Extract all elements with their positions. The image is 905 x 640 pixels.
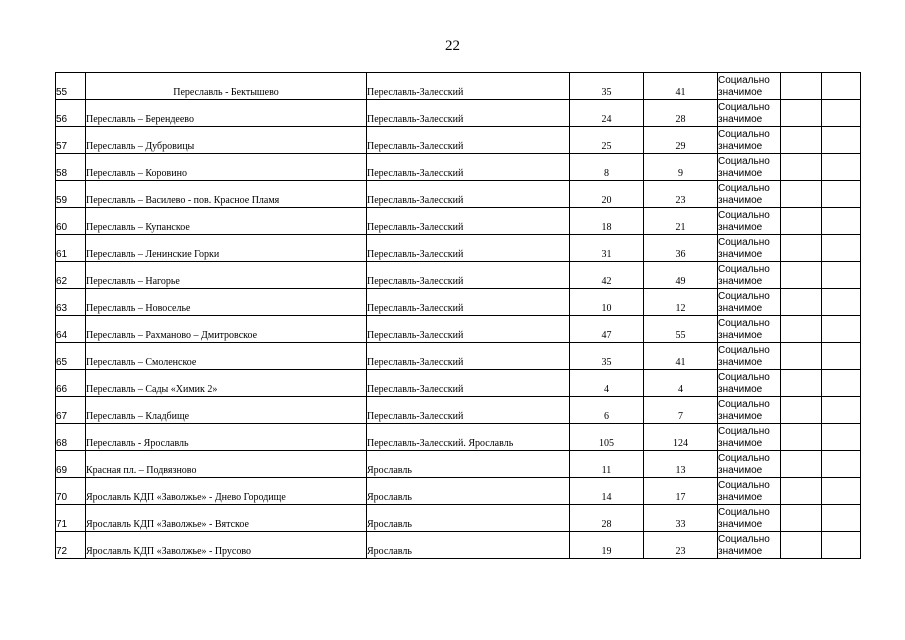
empty-cell <box>822 154 861 181</box>
route-type-line1: Социально <box>718 210 770 221</box>
route-name-cell: Ярославль КДП «Заволжье» - Прусово <box>86 532 367 559</box>
route-type-cell <box>718 532 781 559</box>
row-number-cell: 71 <box>56 505 86 532</box>
row-number-cell: 65 <box>56 343 86 370</box>
table-row <box>56 73 861 100</box>
table-row <box>56 505 861 532</box>
empty-cell <box>781 235 822 262</box>
row-number-cell: 62 <box>56 262 86 289</box>
route-type-line1: Социально <box>718 453 770 464</box>
route-name-cell: Красная пл. – Подвязново <box>86 451 367 478</box>
route-type-line1: Социально <box>718 345 770 356</box>
empty-cell <box>822 127 861 154</box>
row-number-cell: 68 <box>56 424 86 451</box>
municipality-cell: Ярославль <box>367 532 570 559</box>
route-type-line2: значимое <box>718 276 763 287</box>
distance-cell: 14 <box>570 478 644 505</box>
time-cell: 41 <box>644 343 718 370</box>
route-type-line2: значимое <box>718 330 763 341</box>
route-name-cell: Переславль – Сады «Химик 2» <box>86 370 367 397</box>
empty-cell <box>781 532 822 559</box>
time-cell: 124 <box>644 424 718 451</box>
table-row <box>56 154 861 181</box>
time-cell: 17 <box>644 478 718 505</box>
route-name-cell: Переславль - Бектышево <box>86 73 367 100</box>
municipality-cell: Переславль-Залесский <box>367 208 570 235</box>
municipality-cell: Переславль-Залесский <box>367 289 570 316</box>
route-name-cell: Переславль – Купанское <box>86 208 367 235</box>
route-type-line2: значимое <box>718 114 763 125</box>
route-type-line2: значимое <box>718 303 763 314</box>
empty-cell <box>781 370 822 397</box>
table-row <box>56 478 861 505</box>
table-row <box>56 397 861 424</box>
distance-cell: 47 <box>570 316 644 343</box>
row-number-cell: 55 <box>56 73 86 100</box>
route-name-cell: Переславль - Ярославль <box>86 424 367 451</box>
route-type-line2: значимое <box>718 546 763 557</box>
route-type-cell <box>718 505 781 532</box>
distance-cell: 8 <box>570 154 644 181</box>
time-cell: 9 <box>644 154 718 181</box>
route-type-line1: Социально <box>718 75 770 86</box>
route-type-cell <box>718 154 781 181</box>
time-cell: 28 <box>644 100 718 127</box>
distance-cell: 4 <box>570 370 644 397</box>
municipality-cell: Переславль-Залесский <box>367 154 570 181</box>
municipality-cell: Переславль-Залесский <box>367 127 570 154</box>
route-type-line2: значимое <box>718 357 763 368</box>
route-type-cell <box>718 127 781 154</box>
route-type-cell <box>718 343 781 370</box>
table-row <box>56 181 861 208</box>
route-name-cell: Переславль – Дубровицы <box>86 127 367 154</box>
distance-cell: 35 <box>570 73 644 100</box>
distance-cell: 6 <box>570 397 644 424</box>
route-type-cell <box>718 424 781 451</box>
route-type-line2: значимое <box>718 195 763 206</box>
route-name-cell: Переславль – Ленинские Горки <box>86 235 367 262</box>
row-number-cell: 70 <box>56 478 86 505</box>
route-type-cell <box>718 289 781 316</box>
distance-cell: 18 <box>570 208 644 235</box>
municipality-cell: Переславль-Залесский <box>367 100 570 127</box>
table-row <box>56 208 861 235</box>
row-number-cell: 57 <box>56 127 86 154</box>
route-type-line1: Социально <box>718 102 770 113</box>
empty-cell <box>822 505 861 532</box>
route-type-cell <box>718 73 781 100</box>
route-type-line1: Социально <box>718 264 770 275</box>
route-type-line2: значимое <box>718 438 763 449</box>
route-type-line2: значимое <box>718 465 763 476</box>
row-number-cell: 60 <box>56 208 86 235</box>
table-row <box>56 262 861 289</box>
row-number-cell: 56 <box>56 100 86 127</box>
time-cell: 13 <box>644 451 718 478</box>
time-cell: 12 <box>644 289 718 316</box>
route-type-line1: Социально <box>718 291 770 302</box>
municipality-cell: Переславль-Залесский <box>367 370 570 397</box>
empty-cell <box>822 343 861 370</box>
table-row <box>56 343 861 370</box>
distance-cell: 11 <box>570 451 644 478</box>
municipality-cell: Переславль-Залесский <box>367 73 570 100</box>
table-row <box>56 316 861 343</box>
municipality-cell: Ярославль <box>367 505 570 532</box>
time-cell: 29 <box>644 127 718 154</box>
table-row <box>56 235 861 262</box>
route-type-line1: Социально <box>718 372 770 383</box>
row-number-cell: 61 <box>56 235 86 262</box>
time-cell: 41 <box>644 73 718 100</box>
municipality-cell: Переславль-Залесский <box>367 397 570 424</box>
empty-cell <box>822 289 861 316</box>
route-type-cell <box>718 478 781 505</box>
time-cell: 4 <box>644 370 718 397</box>
distance-cell: 25 <box>570 127 644 154</box>
row-number-cell: 72 <box>56 532 86 559</box>
empty-cell <box>822 451 861 478</box>
distance-cell: 10 <box>570 289 644 316</box>
empty-cell <box>781 397 822 424</box>
municipality-cell: Переславль-Залесский <box>367 316 570 343</box>
empty-cell <box>822 397 861 424</box>
route-type-line1: Социально <box>718 480 770 491</box>
empty-cell <box>781 154 822 181</box>
route-type-line1: Социально <box>718 318 770 329</box>
municipality-cell: Переславль-Залесский <box>367 235 570 262</box>
route-type-cell <box>718 100 781 127</box>
empty-cell <box>781 478 822 505</box>
time-cell: 23 <box>644 532 718 559</box>
table-row <box>56 370 861 397</box>
route-name-cell: Переславль – Нагорье <box>86 262 367 289</box>
empty-cell <box>781 289 822 316</box>
route-name-cell: Переславль – Рахманово – Дмитровское <box>86 316 367 343</box>
route-name-cell: Переславль – Коровино <box>86 154 367 181</box>
table-row <box>56 289 861 316</box>
municipality-cell: Переславль-Залесский <box>367 262 570 289</box>
time-cell: 49 <box>644 262 718 289</box>
time-cell: 36 <box>644 235 718 262</box>
route-type-line1: Социально <box>718 507 770 518</box>
row-number-cell: 58 <box>56 154 86 181</box>
municipality-cell: Переславль-Залесский. Ярославль <box>367 424 570 451</box>
table-row <box>56 127 861 154</box>
route-type-line2: значимое <box>718 249 763 260</box>
route-type-line2: значимое <box>718 222 763 233</box>
distance-cell: 20 <box>570 181 644 208</box>
empty-cell <box>822 370 861 397</box>
empty-cell <box>822 262 861 289</box>
distance-cell: 35 <box>570 343 644 370</box>
route-name-cell: Ярославль КДП «Заволжье» - Вятское <box>86 505 367 532</box>
time-cell: 7 <box>644 397 718 424</box>
route-name-cell: Переславль – Берендеево <box>86 100 367 127</box>
route-type-line2: значимое <box>718 168 763 179</box>
empty-cell <box>781 100 822 127</box>
route-type-cell <box>718 397 781 424</box>
route-name-cell: Переславль – Новоселье <box>86 289 367 316</box>
empty-cell <box>781 343 822 370</box>
table-row <box>56 532 861 559</box>
empty-cell <box>781 127 822 154</box>
route-type-cell <box>718 316 781 343</box>
empty-cell <box>781 451 822 478</box>
route-type-line2: значимое <box>718 411 763 422</box>
route-type-line2: значимое <box>718 492 763 503</box>
route-type-cell <box>718 451 781 478</box>
page-number: 22 <box>445 38 460 54</box>
route-type-cell <box>718 208 781 235</box>
time-cell: 33 <box>644 505 718 532</box>
empty-cell <box>822 478 861 505</box>
time-cell: 23 <box>644 181 718 208</box>
municipality-cell: Переславль-Залесский <box>367 343 570 370</box>
route-type-line1: Социально <box>718 426 770 437</box>
row-number-cell: 67 <box>56 397 86 424</box>
route-type-line2: значимое <box>718 519 763 530</box>
row-number-cell: 59 <box>56 181 86 208</box>
municipality-cell: Ярославль <box>367 451 570 478</box>
routes-table <box>55 72 861 559</box>
distance-cell: 24 <box>570 100 644 127</box>
empty-cell <box>781 181 822 208</box>
route-type-cell <box>718 235 781 262</box>
route-type-line1: Социально <box>718 237 770 248</box>
row-number-cell: 64 <box>56 316 86 343</box>
route-type-line2: значимое <box>718 87 763 98</box>
time-cell: 21 <box>644 208 718 235</box>
route-name-cell: Переславль – Кладбище <box>86 397 367 424</box>
empty-cell <box>822 208 861 235</box>
row-number-cell: 66 <box>56 370 86 397</box>
empty-cell <box>781 73 822 100</box>
empty-cell <box>781 316 822 343</box>
route-type-cell <box>718 370 781 397</box>
distance-cell: 31 <box>570 235 644 262</box>
empty-cell <box>822 100 861 127</box>
municipality-cell: Ярославль <box>367 478 570 505</box>
empty-cell <box>822 316 861 343</box>
empty-cell <box>822 73 861 100</box>
empty-cell <box>781 505 822 532</box>
route-type-line2: значимое <box>718 141 763 152</box>
route-type-line1: Социально <box>718 534 770 545</box>
empty-cell <box>781 262 822 289</box>
municipality-cell: Переславль-Залесский <box>367 181 570 208</box>
row-number-cell: 69 <box>56 451 86 478</box>
empty-cell <box>781 208 822 235</box>
empty-cell <box>781 424 822 451</box>
route-name-cell: Переславль – Василево - пов. Красное Пламя <box>86 181 367 208</box>
distance-cell: 19 <box>570 532 644 559</box>
route-type-line1: Социально <box>718 129 770 140</box>
table-row <box>56 100 861 127</box>
distance-cell: 28 <box>570 505 644 532</box>
route-name-cell: Ярославль КДП «Заволжье» - Днево Городище <box>86 478 367 505</box>
empty-cell <box>822 424 861 451</box>
empty-cell <box>822 532 861 559</box>
empty-cell <box>822 235 861 262</box>
route-type-line1: Социально <box>718 156 770 167</box>
route-type-cell <box>718 181 781 208</box>
row-number-cell: 63 <box>56 289 86 316</box>
table-row <box>56 451 861 478</box>
route-type-line2: значимое <box>718 384 763 395</box>
empty-cell <box>822 181 861 208</box>
distance-cell: 105 <box>570 424 644 451</box>
distance-cell: 42 <box>570 262 644 289</box>
route-name-cell: Переславль – Смоленское <box>86 343 367 370</box>
route-type-line1: Социально <box>718 183 770 194</box>
time-cell: 55 <box>644 316 718 343</box>
route-type-cell <box>718 262 781 289</box>
route-type-line1: Социально <box>718 399 770 410</box>
table-row <box>56 424 861 451</box>
